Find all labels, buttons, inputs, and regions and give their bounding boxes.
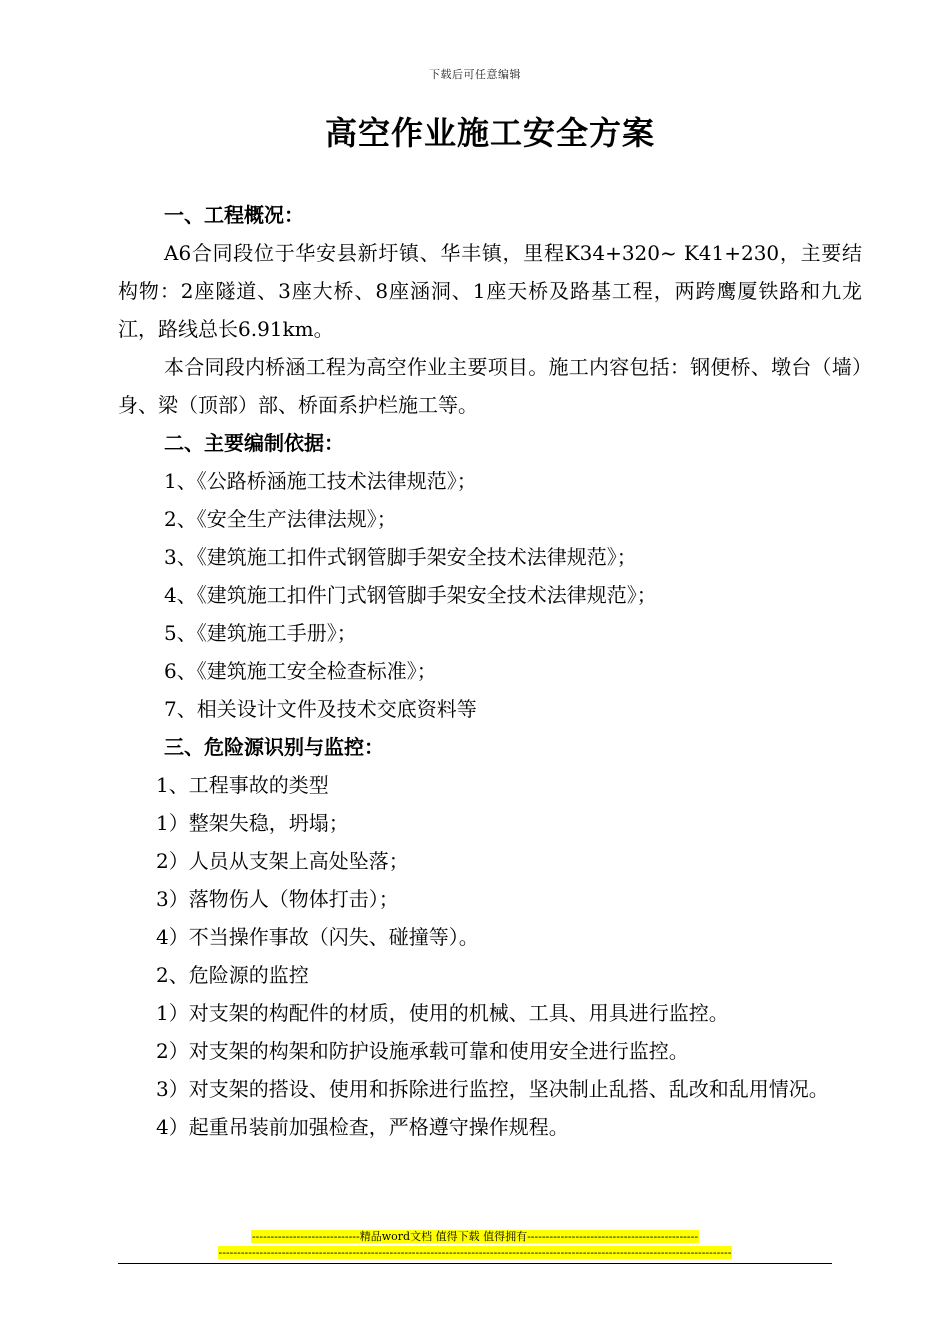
overview-paragraph-1: A6合同段位于华安县新圩镇、华丰镇，里程K34+320~ K41+230，主要结构物：2座隧道、3座大桥、8座涵洞、1座天桥及路基工程，两跨鹰厦铁路和九龙江，路线总长6.91km。 [118,241,862,341]
footer-banner [0,1230,950,1244]
basis-item: 4、《建筑施工扣件门式钢管脚手架安全技术法律规范》； [164,583,657,607]
basis-item: 7、相关设计文件及技术交底资料等 [164,697,477,721]
monitoring-item: 4）起重吊装前加强检查，严格遵守操作规程。 [156,1115,569,1139]
footer-banner-text: -----------------------------精品word文档 值得下载 值得拥有---------------------------------------------- [251,1230,699,1243]
section-heading-basis: 二、主要编制依据： [164,431,344,455]
section-heading-overview: 一、工程概况： [164,203,304,227]
overview-paragraph-2: 本合同段内桥涵工程为高空作业主要项目。施工内容包括：钢便桥、墩台（墙）身、梁（顶部）部、桥面系护栏施工等。 [118,355,862,417]
hazard-type-item: 1）整架失稳，坍塌； [156,811,349,835]
monitoring-item: 3）对支架的搭设、使用和拆除进行监控，坚决制止乱搭、乱改和乱用情况。 [156,1077,829,1101]
hazard-subheading-types: 1、工程事故的类型 [156,773,329,797]
section-heading-hazards: 三、危险源识别与监控： [164,735,384,759]
basis-item: 2、《安全生产法律法规》； [164,507,397,531]
basis-item: 5、《建筑施工手册》； [164,621,357,645]
hazard-subheading-monitoring: 2、危险源的监控 [156,963,309,987]
monitoring-item: 2）对支架的构架和防护设施承载可靠和使用安全进行监控。 [156,1039,689,1063]
monitoring-item: 1）对支架的构配件的材质，使用的机械、工具、用具进行监控。 [156,1001,729,1025]
document-body [118,196,862,1146]
footer-dash-line [0,1246,950,1260]
header-note: 下载后可任意编辑 [429,68,521,81]
document-title: 高空作业施工安全方案 [324,114,655,152]
hazard-type-item: 2）人员从支架上高处坠落； [156,849,409,873]
basis-item: 6、《建筑施工安全检查标准》； [164,659,437,683]
hazard-type-item: 3）落物伤人（物体打击）； [156,887,399,911]
basis-item: 3、《建筑施工扣件式钢管脚手架安全技术法律规范》； [164,545,637,569]
hazard-type-item: 4）不当操作事故（闪失、碰撞等）。 [156,925,479,949]
footer-dash-text: ------------------------------------------------------------------------------------------------------------------------------------------ [218,1246,732,1259]
basis-item: 1、《公路桥涵施工技术法律规范》； [164,469,477,493]
footer-rule [118,1263,832,1264]
